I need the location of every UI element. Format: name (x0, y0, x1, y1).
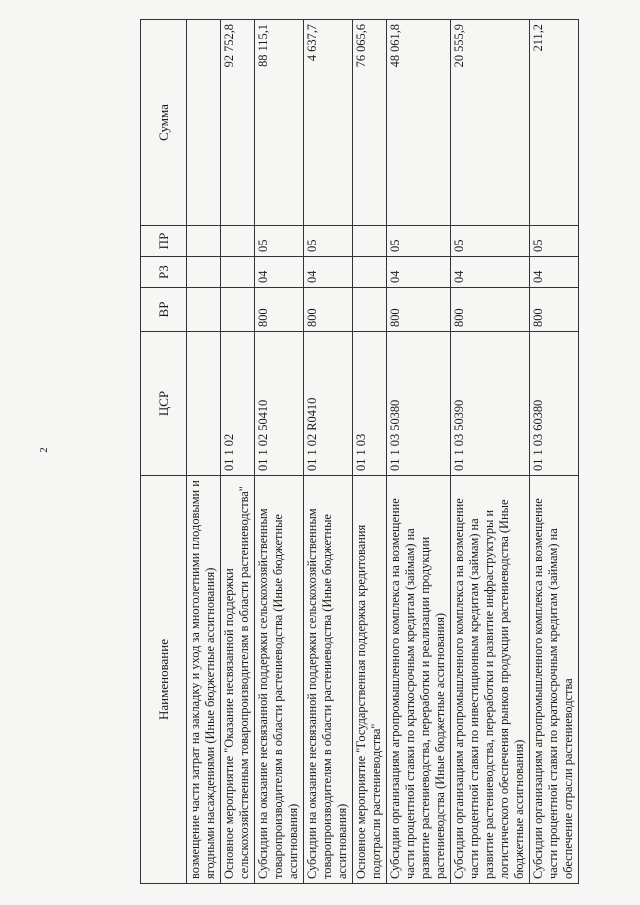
cell-sum: 92 752,8 (221, 20, 255, 226)
cell-pr: 05 (451, 226, 530, 257)
table-row (221, 20, 255, 884)
cell-rz (353, 257, 387, 288)
cell-rz: 04 (451, 257, 530, 288)
header-row (141, 20, 187, 884)
cell-name: Субсидии на оказание несвязанной поддержки сельскохозяйственным товаропроизводителям в области растениеводства (Иные бюджетные ассигнования) (304, 476, 353, 884)
header-name: Наименование (141, 476, 187, 884)
table-row (187, 20, 221, 884)
cell-rz: 04 (304, 257, 353, 288)
cell-pr (187, 226, 221, 257)
cell-csr: 01 1 03 (353, 332, 387, 476)
cell-sum: 76 065,6 (353, 20, 387, 226)
header-rz: РЗ (141, 257, 187, 288)
cell-vr (221, 288, 255, 332)
cell-sum: 4 637,7 (304, 20, 353, 226)
cell-csr: 01 1 02 50410 (255, 332, 304, 476)
cell-csr: 01 1 03 50390 (451, 332, 530, 476)
cell-name: Субсидии организациям агропромышленного комплекса на возмещение части процентной ставки по инвестиционным кредитам (займам) на развитие растениеводства, переработки и развитие инфраструктуры и логистического обеспечения рынков продукции растениеводства (Иные бюджетные ассигнования) (451, 476, 530, 884)
cell-name: Субсидии организациям агропромышленного комплекса на возмещение части процентной ставки по краткосрочным кредитам (займам) на обеспечение отрасли растениеводства (530, 476, 579, 884)
cell-sum (187, 20, 221, 226)
cell-vr: 800 (451, 288, 530, 332)
table-body (187, 20, 579, 884)
table-row (451, 20, 530, 884)
cell-sum: 48 061,8 (387, 20, 451, 226)
cell-pr: 05 (530, 226, 579, 257)
table-row (353, 20, 387, 884)
header-pr: ПР (141, 226, 187, 257)
cell-csr (187, 332, 221, 476)
cell-rz (187, 257, 221, 288)
cell-name: Субсидии организациям агропромышленного комплекса на возмещение части процентной ставки по краткосрочным кредитам (займам) на развитие растениеводства, переработки и реализации продукции растениеводства (Иные бюджетные ассигнования) (387, 476, 451, 884)
cell-pr (353, 226, 387, 257)
table-row (255, 20, 304, 884)
cell-vr: 800 (387, 288, 451, 332)
cell-name: Основное мероприятие "Государственная поддержка кредитования подотрасли растениеводства" (353, 476, 387, 884)
budget-table (140, 19, 579, 884)
cell-name: Основное мероприятие "Оказание несвязанной поддержки сельскохозяйственным товаропроизводителям в области растениеводства" (221, 476, 255, 884)
cell-csr: 01 1 03 50380 (387, 332, 451, 476)
table-header (141, 20, 187, 884)
table-row (304, 20, 353, 884)
cell-name: Субсидии на оказание несвязанной поддержки сельскохозяйственным товаропроизводителям в области растениеводства (Иные бюджетные ассигнования) (255, 476, 304, 884)
cell-vr: 800 (255, 288, 304, 332)
cell-name: возмещение части затрат на закладку и уход за многолетними плодовыми и ягодными насаждениями (Иные бюджетные ассигнования) (187, 476, 221, 884)
cell-csr: 01 1 02 (221, 332, 255, 476)
cell-rz: 04 (255, 257, 304, 288)
cell-rz: 04 (387, 257, 451, 288)
cell-pr (221, 226, 255, 257)
cell-vr (353, 288, 387, 332)
cell-sum: 211,2 (530, 20, 579, 226)
cell-vr: 800 (304, 288, 353, 332)
cell-vr (187, 288, 221, 332)
rotated-table-container (140, 20, 600, 884)
cell-csr: 01 1 03 60380 (530, 332, 579, 476)
header-vr: ВР (141, 288, 187, 332)
table-row (387, 20, 451, 884)
cell-pr: 05 (304, 226, 353, 257)
cell-csr: 01 1 02 R0410 (304, 332, 353, 476)
header-csr: ЦСР (141, 332, 187, 476)
header-sum: Сумма (141, 20, 187, 226)
cell-sum: 20 555,9 (451, 20, 530, 226)
page-number: 2 (37, 447, 50, 453)
cell-vr: 800 (530, 288, 579, 332)
table-row (530, 20, 579, 884)
cell-pr: 05 (387, 226, 451, 257)
cell-rz (221, 257, 255, 288)
cell-pr: 05 (255, 226, 304, 257)
cell-rz: 04 (530, 257, 579, 288)
cell-sum: 88 115,1 (255, 20, 304, 226)
